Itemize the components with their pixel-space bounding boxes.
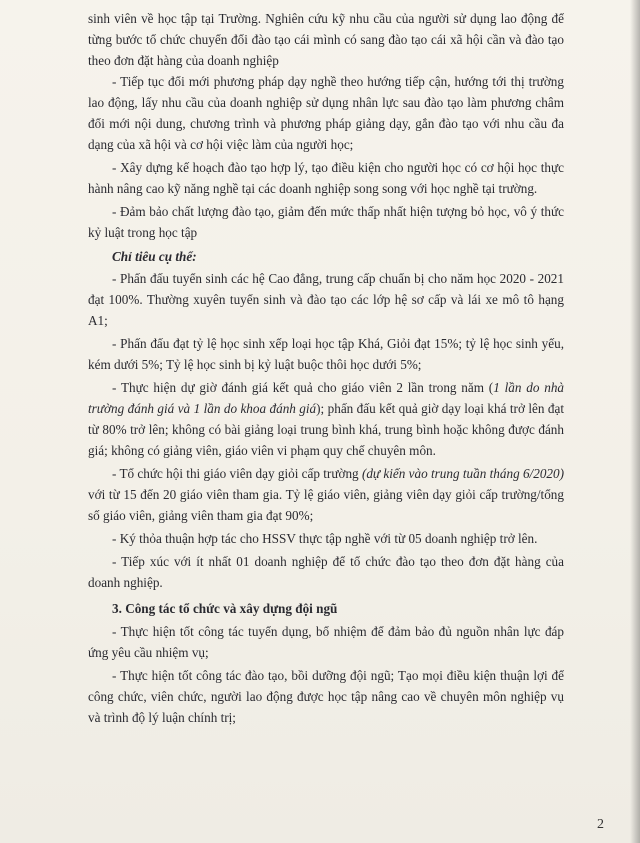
heading-specific-targets: Chỉ tiêu cụ thể: <box>112 249 197 264</box>
paragraph-training-plan: - Xây dựng kế hoạch đào tạo hợp lý, tạo điều kiện cho người học có cơ hội học thực hành nâng cao kỹ năng nghề tại các doanh nghiệp song song với học nghề tại trường. <box>88 160 564 196</box>
paragraph-class-observation-target <box>88 377 564 461</box>
p8-italic-note: (dự kiến vào trung tuần tháng 6/2020) <box>361 466 564 481</box>
paragraph-cooperation-agreement: - Ký thỏa thuận hợp tác cho HSSV thực tập nghề với từ 05 doanh nghiệp trở lên. <box>112 531 538 546</box>
paragraph-recruitment: - Thực hiện tốt công tác tuyển dụng, bổ nhiệm để đảm bảo đủ nguồn nhân lực đáp ứng yêu cầu nhiệm vụ; <box>88 624 564 660</box>
paragraph-staff-training: - Thực hiện tốt công tác đào tạo, bồi dưỡng đội ngũ; Tạo mọi điều kiện thuận lợi để công chức, viên chức, người lao động được học tập nâng cao về chuyên môn nghiệp vụ và trình độ lý luận chính trị; <box>88 668 564 725</box>
paragraph-teacher-contest-target <box>88 463 564 526</box>
page-number: 2 <box>597 817 604 832</box>
p8-text-c: với từ 15 đến 20 giáo viên tham gia. Tỷ lệ giáo viên, giảng viên dạy giỏi cấp trường/tổng số giáo viên, giảng viên tham gia đạt 90%; <box>88 487 564 523</box>
paragraph-student-ranking-target: - Phấn đấu đạt tỷ lệ học sinh xếp loại học tập Khá, Giỏi đạt 15%; tỷ lệ học sinh yếu, kém dưới 5%; Tỷ lệ học sinh bị kỷ luật buộc thôi học dưới 5%; <box>88 336 564 372</box>
p7-text-c: ); phấn đấu kết quả giờ dạy loại khá trở lên đạt từ 80% trở lên; không có bài giảng loại trung bình khá, trung bình hoặc không được đánh giá; không có giảng viên, giáo viên vi phạm quy chế chuyên môn. <box>88 401 564 458</box>
paragraph-teaching-method: - Tiếp tục đổi mới phương pháp dạy nghề theo hướng tiếp cận, hướng tới thị trường lao động, lấy nhu cầu của doanh nghiệp sử dụng nhân lực sau đào tạo làm phương châm đổi mới nội dung, chương trình và phương pháp giảng dạy, gắn đào tạo với nhu cầu đa dạng của xã hội và cơ hội việc làm của người học; <box>88 74 564 152</box>
paragraph-intro-continuation: sinh viên về học tập tại Trường. Nghiên cứu kỹ nhu cầu của người sử dụng lao động để từng bước tổ chức chuyển đổi đào tạo cái mình có sang đào tạo cái xã hội cần và đào tạo theo đơn đặt hàng của doanh nghiệp <box>88 11 564 68</box>
document-body <box>88 8 564 728</box>
page-edge-shadow <box>630 0 640 843</box>
paragraph-quality-assurance: - Đảm bảo chất lượng đào tạo, giảm đến mức thấp nhất hiện tượng bỏ học, vô ý thức kỷ luật trong học tập <box>88 204 564 240</box>
p7-italic-note: 1 lần do nhà trường đánh giá và 1 lần do khoa đánh giá <box>88 380 565 416</box>
paragraph-enrollment-target: - Phấn đấu tuyển sinh các hệ Cao đẳng, trung cấp chuẩn bị cho năm học 2020 - 2021 đạt 100%. Thường xuyên tuyển sinh và đào tạo các lớp hệ sơ cấp và lái xe mô tô hạng A1; <box>88 271 564 328</box>
p8-text-a: - Tổ chức hội thi giáo viên dạy giỏi cấp trường <box>112 466 362 481</box>
heading-section-3: 3. Công tác tổ chức và xây dựng đội ngũ <box>112 601 338 616</box>
paragraph-enterprise-contact: - Tiếp xúc với ít nhất 01 doanh nghiệp để tổ chức đào tạo theo đơn đặt hàng của doanh nghiệp. <box>88 554 564 590</box>
p7-text-a: - Thực hiện dự giờ đánh giá kết quả cho giáo viên 2 lần trong năm ( <box>112 380 494 395</box>
